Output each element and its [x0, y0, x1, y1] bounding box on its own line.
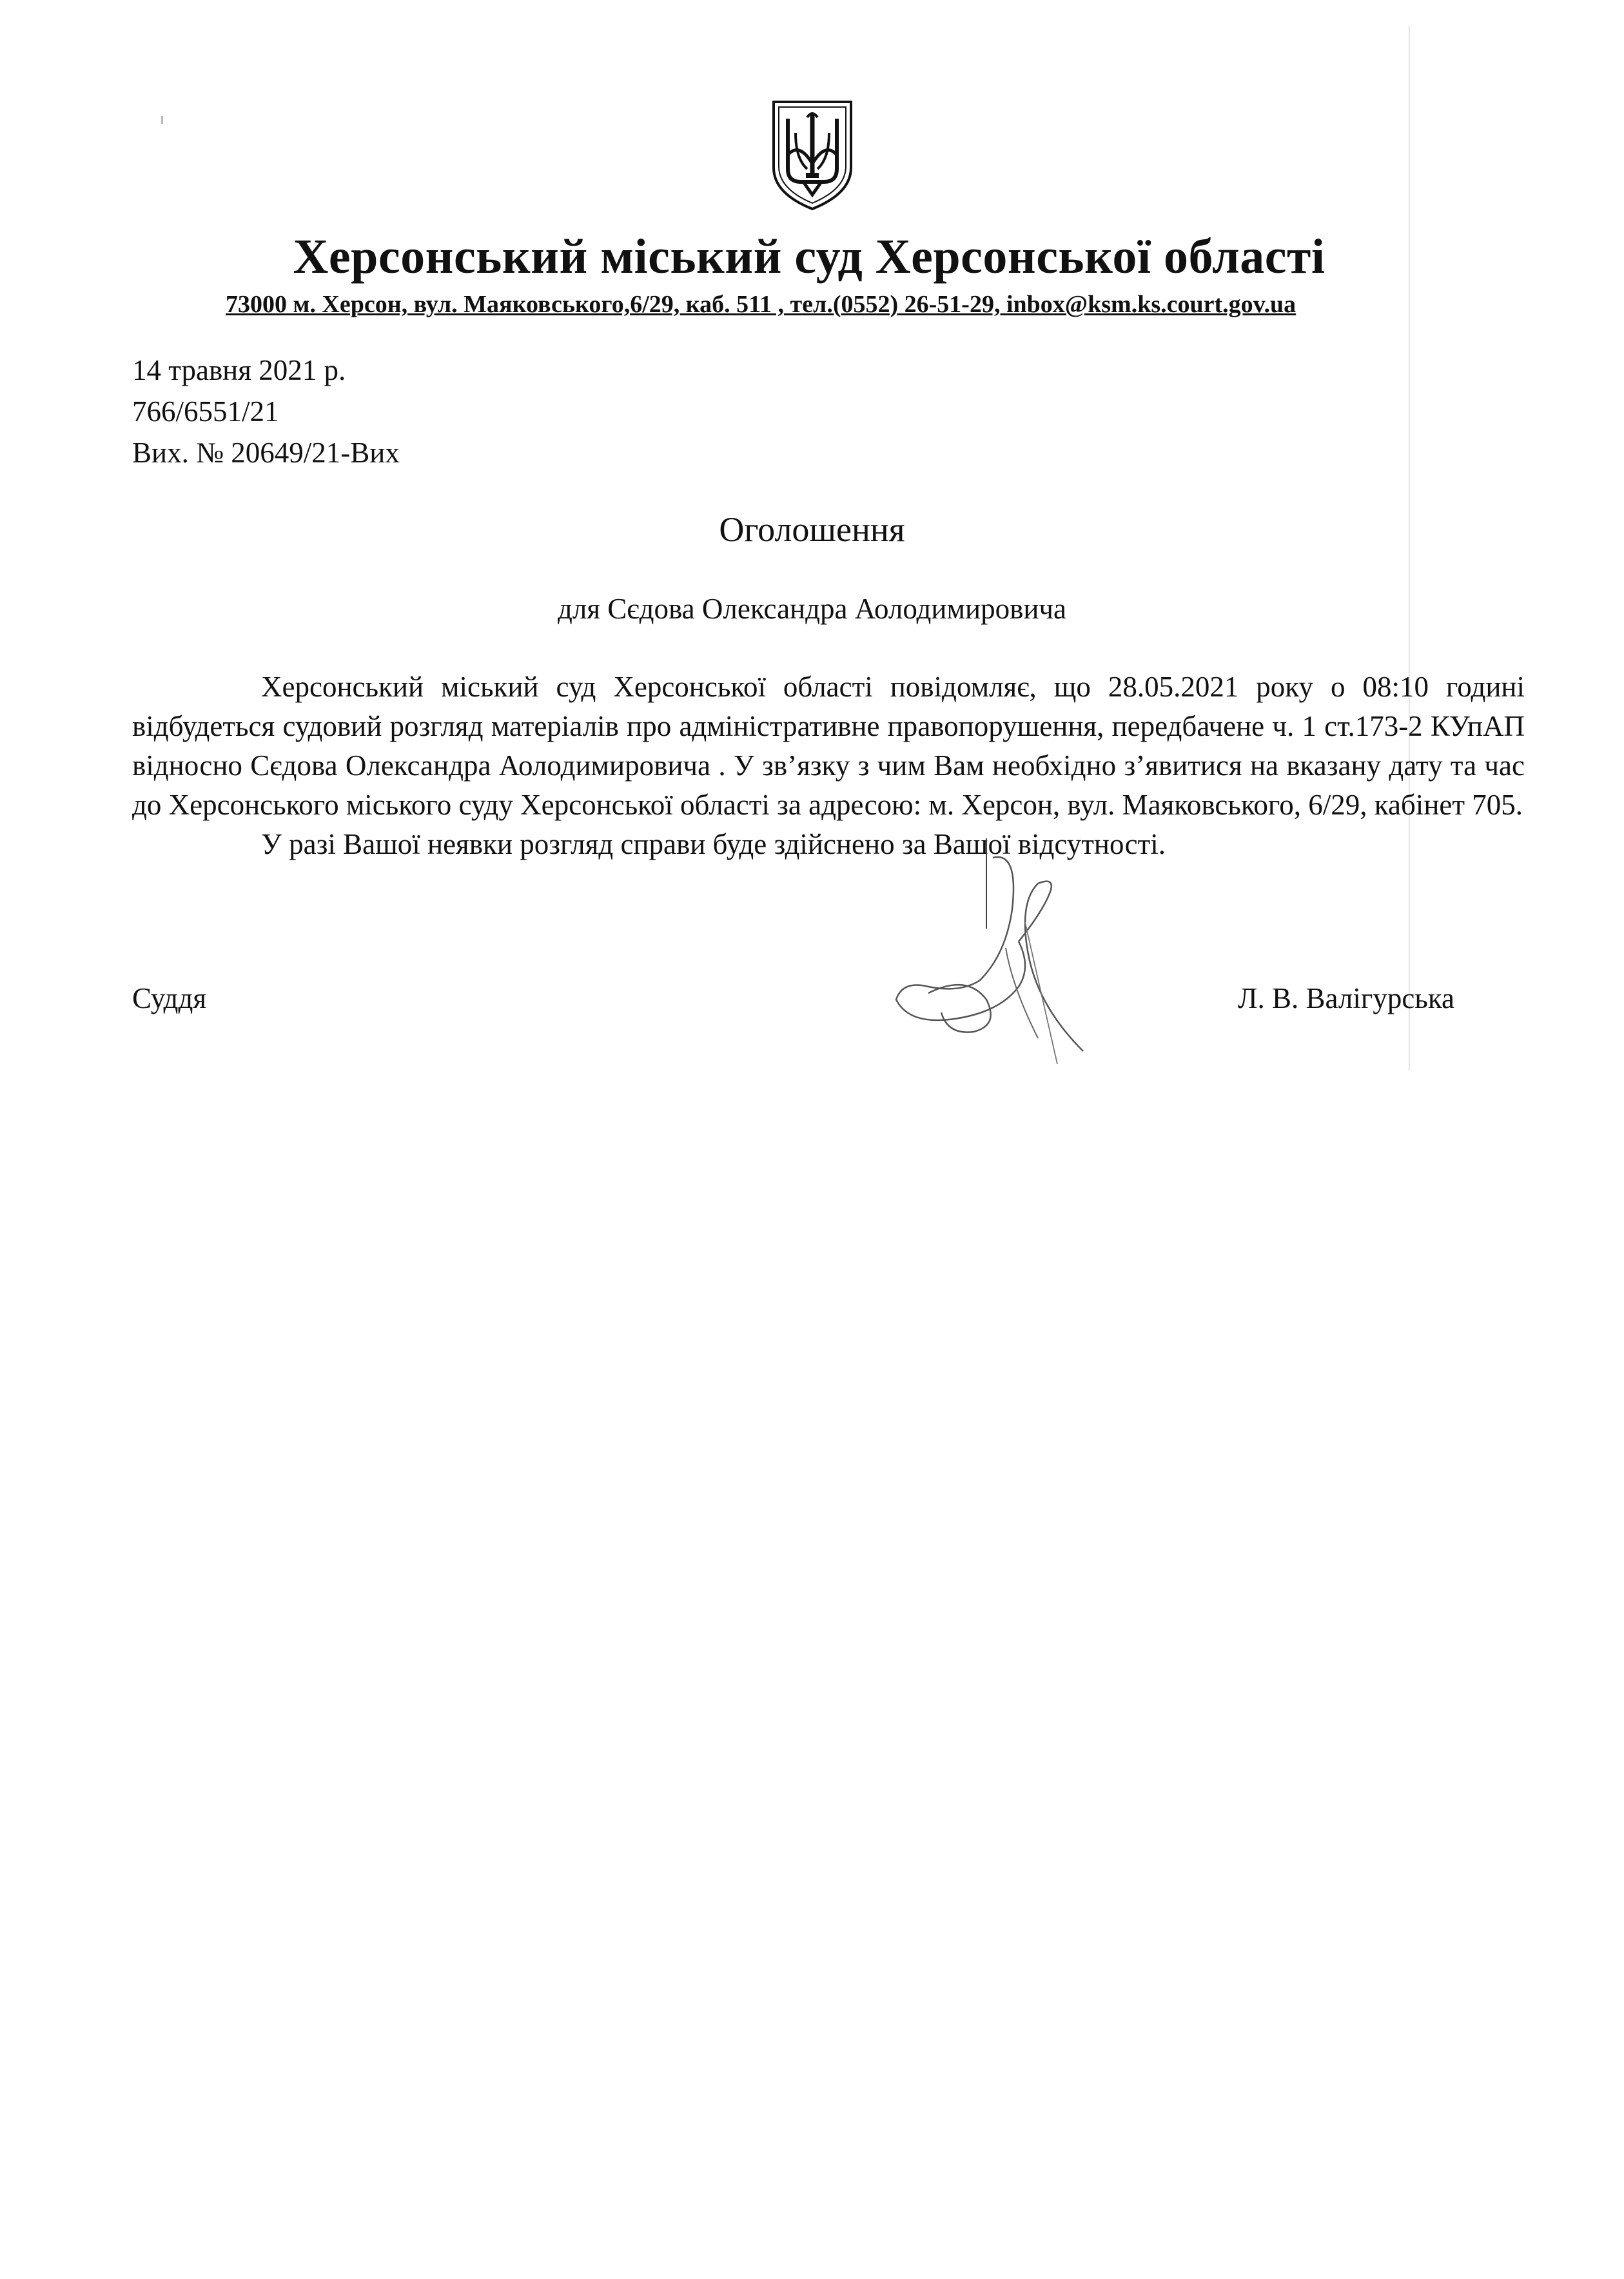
addressee-line: для Сєдова Олександра Аолодимировича — [557, 593, 1067, 625]
signatory-position: Суддя — [132, 982, 207, 1014]
court-address: 73000 м. Херсон, вул. Маяковського,6/29, каб. 511 , тел.(0552) 26-51-29, inbox@ksm.ks.court.gov.ua — [226, 291, 1296, 318]
notice-body — [132, 667, 1525, 864]
document-heading: Оголошення — [719, 510, 905, 549]
notice-paragraph-2: У разі Вашої неявки розгляд справи буде здійснено за Вашої відсутності. — [261, 828, 1166, 860]
case-number: 766/6551/21 — [132, 395, 279, 428]
outgoing-number: Вих. № 20649/21-Вих — [132, 437, 400, 469]
scan-artifact-mark — [161, 116, 163, 124]
document-date: 14 травня 2021 р. — [132, 354, 346, 386]
coat-of-arms-icon — [767, 97, 857, 213]
signatory-name: Л. В. Валігурська — [1238, 982, 1454, 1014]
notice-paragraph-1: Херсонський міський суд Херсонської області повідомляє, що 28.05.2021 року о 08:10 годині відбудеться судовий розгляд матеріалів про адміністративне правопорушення, передбачене ч. 1 ст.173-2 КУпАП відносно Сєдова Олександра Аолодимировича . У зв’язку з чим Вам необхідно з’явитися на вказану дату та час до Херсонського міського суду Херсонської області за адресою: м. Херсон, вул. Маяковського, 6/29, кабінет 705. — [132, 671, 1525, 821]
handwritten-signature — [890, 832, 1109, 1077]
court-title: Херсонський міський суд Херсонської області — [293, 230, 1326, 284]
